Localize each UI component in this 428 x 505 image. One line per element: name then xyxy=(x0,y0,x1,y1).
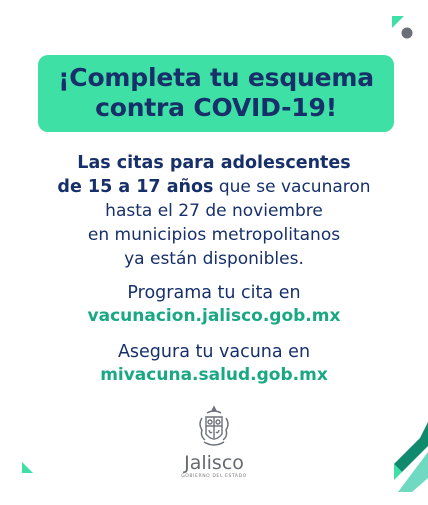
headline-banner xyxy=(38,55,394,132)
top-right-decoration xyxy=(386,12,416,42)
mivacuna-link[interactable]: mivacuna.salud.gob.mx xyxy=(100,365,328,385)
logo-name: Jalisco xyxy=(184,452,244,474)
headline-line-1: ¡Completa tu esquema xyxy=(58,63,374,92)
announcement-line-1: Las citas para adolescentes xyxy=(77,153,351,173)
announcement-line-3: hasta el 27 de noviembre xyxy=(105,201,323,221)
logo-subtitle: GOBIERNO DEL ESTADO xyxy=(181,474,247,479)
jalisco-logo xyxy=(174,404,254,500)
vaccine-cta-text: Asegura tu vacuna en xyxy=(117,342,311,362)
headline-line-2: contra COVID-19! xyxy=(95,93,337,122)
announcement-line-2-rest: que se vacunaron xyxy=(213,177,371,197)
vaccine-cta xyxy=(0,341,428,387)
announcement-text xyxy=(0,151,428,271)
bottom-left-decoration xyxy=(20,460,36,476)
schedule-cta xyxy=(0,282,428,328)
announcement-line-5: ya están disponibles. xyxy=(124,249,304,269)
age-range-text: de 15 a 17 años xyxy=(57,177,214,197)
bottom-right-decoration xyxy=(394,422,428,492)
schedule-cta-text: Programa tu cita en xyxy=(127,283,301,303)
announcement-line-4: en municipios metropolitanos xyxy=(87,225,341,245)
jalisco-coat-of-arms-icon xyxy=(192,404,236,450)
vacunacion-link[interactable]: vacunacion.jalisco.gob.mx xyxy=(87,306,341,326)
announcement-line-2 xyxy=(0,175,428,199)
